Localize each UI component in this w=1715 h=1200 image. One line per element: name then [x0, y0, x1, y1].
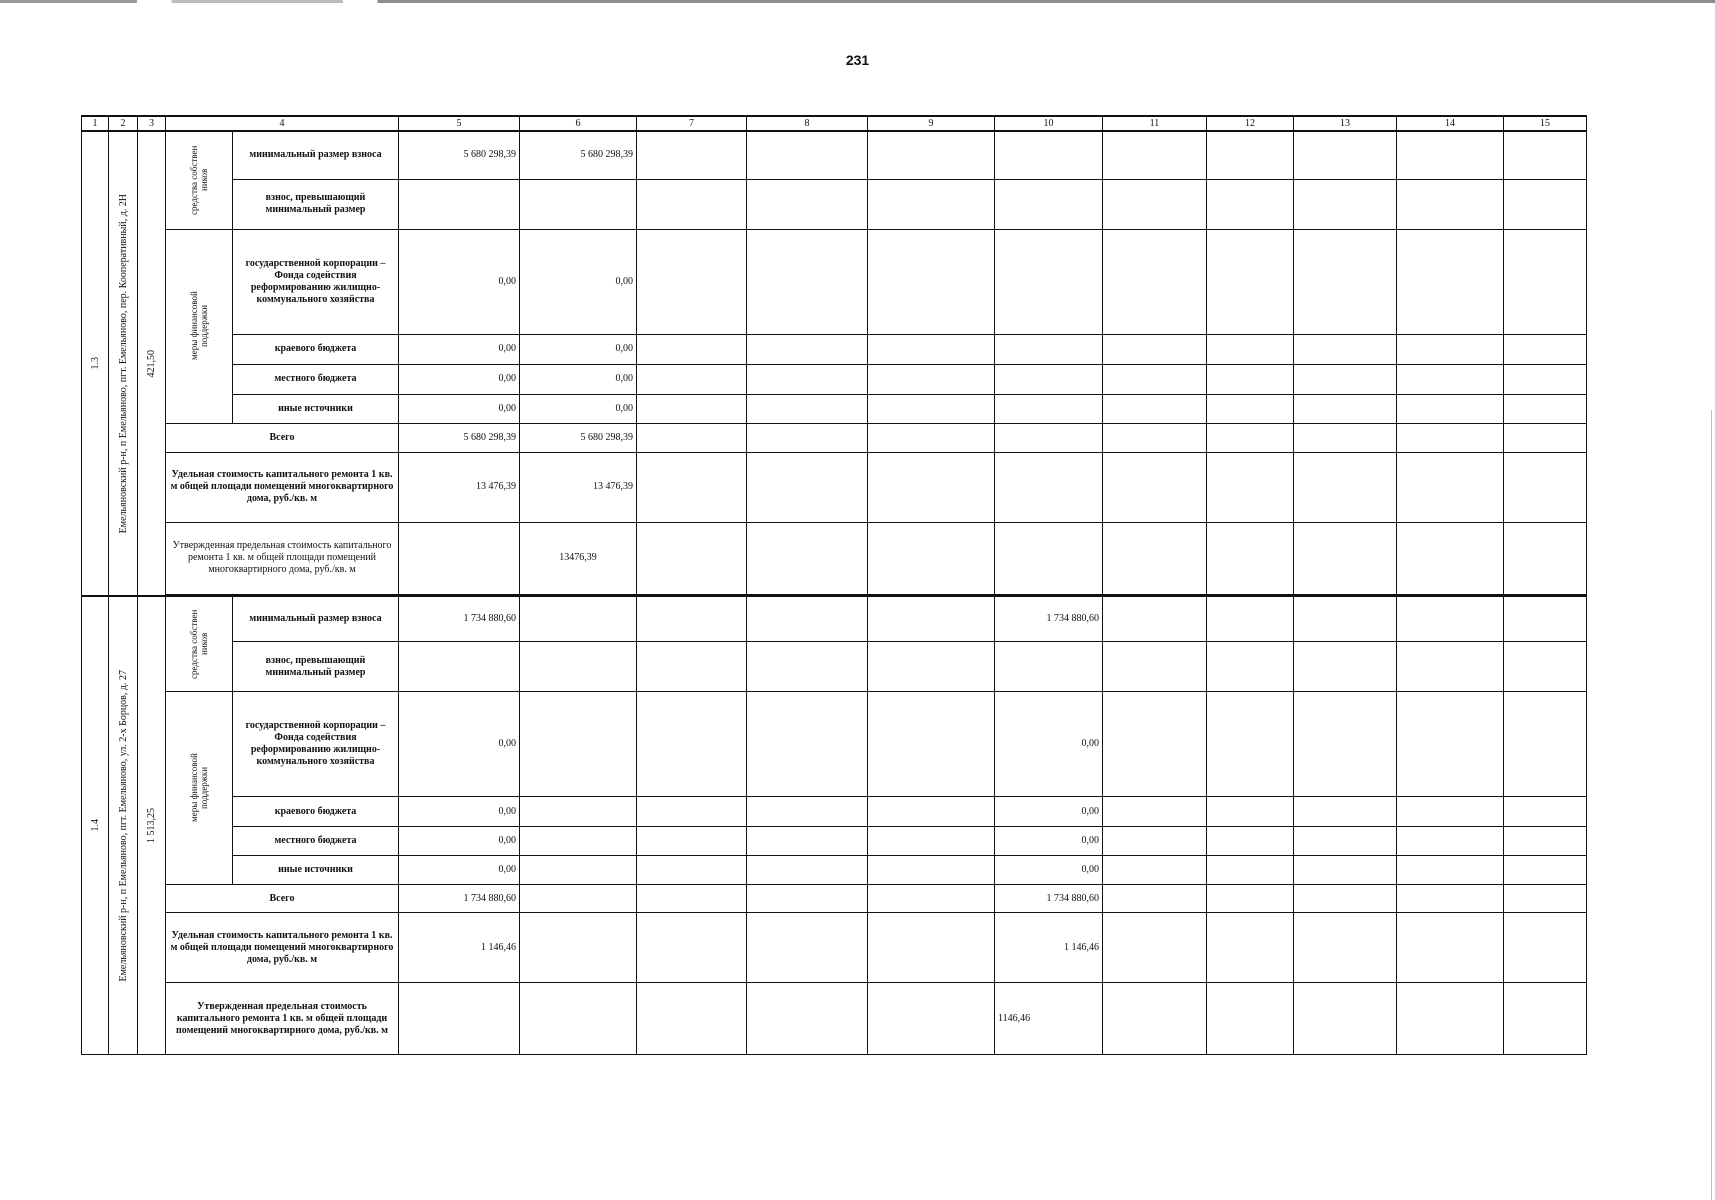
value-cell: 0,00: [520, 394, 637, 423]
col-header: 2: [109, 116, 138, 131]
col-header: 14: [1397, 116, 1504, 131]
value-cell: 13476,39: [520, 522, 637, 594]
value-cell: 0,00: [995, 692, 1103, 797]
table-row: [82, 179, 1587, 229]
unit-cost-label: Удельная стоимость капитального ремонта 1 кв. м общей площади помещений многоквартирного дома, руб./кв. м: [166, 913, 399, 983]
value-cell: 0,00: [399, 334, 520, 364]
fund-label: государственной корпорации – Фонда содействия реформированию жилищно-коммунального хозяйства: [233, 229, 399, 334]
table-row: [82, 423, 1587, 452]
table-row: [82, 596, 1587, 642]
value-cell: 0,00: [520, 364, 637, 394]
value-cell: 0,00: [399, 364, 520, 394]
scan-edge-top: [0, 0, 1715, 3]
col-header: 9: [868, 116, 995, 131]
table-row: [82, 131, 1587, 179]
value-cell: 13 476,39: [399, 452, 520, 522]
over-min-label: взнос, превышающий минимальный размер: [233, 642, 399, 692]
row-number-cell: 1.3: [82, 131, 109, 596]
support-label: меры финансовой поддержки: [166, 692, 233, 885]
col-header: 7: [637, 116, 747, 131]
page-number: 231: [845, 52, 870, 68]
table-row: [82, 522, 1587, 594]
table-row: [82, 797, 1587, 827]
area-cell: 421,50: [138, 131, 166, 596]
table-row: [82, 692, 1587, 797]
value-cell: 5 680 298,39: [520, 423, 637, 452]
owners-funds-label: средства собствен ников: [166, 596, 233, 692]
col-header: 13: [1294, 116, 1397, 131]
col-header: 5: [399, 116, 520, 131]
regional-label: краевого бюджета: [233, 334, 399, 364]
support-label: меры финансовой поддержки: [166, 229, 233, 423]
col-header: 8: [747, 116, 868, 131]
value-cell: 0,00: [399, 856, 520, 885]
local-label: местного бюджета: [233, 827, 399, 856]
address-cell: Емельяновский р-н, п Емельяново, пгт. Емельяново, ул. 2-х Борцов, д. 27: [109, 596, 138, 1055]
column-number-row: [82, 116, 1587, 131]
capital-repair-table: [81, 115, 1587, 1055]
table-row: [82, 334, 1587, 364]
value-cell: 0,00: [399, 394, 520, 423]
value-cell: 1 734 880,60: [995, 596, 1103, 642]
table-row: [82, 229, 1587, 334]
over-min-label: взнос, превышающий минимальный размер: [233, 179, 399, 229]
value-cell: 5 680 298,39: [520, 131, 637, 179]
total-label: Всего: [166, 423, 399, 452]
row-number-cell: 1.4: [82, 596, 109, 1055]
other-label: иные источники: [233, 856, 399, 885]
value-cell: 0,00: [995, 827, 1103, 856]
table-row: [82, 885, 1587, 913]
regional-label: краевого бюджета: [233, 797, 399, 827]
value-cell: 0,00: [520, 334, 637, 364]
area-cell: 1 513,25: [138, 596, 166, 1055]
col-header: 10: [995, 116, 1103, 131]
approved-cost-label: Утвержденная предельная стоимость капитального ремонта 1 кв. м общей площади помещений многоквартирного дома, руб./кв. м: [166, 522, 399, 594]
value-cell: 0,00: [399, 229, 520, 334]
min-contribution-label: минимальный размер взноса: [233, 596, 399, 642]
value-cell: 1 146,46: [399, 913, 520, 983]
value-cell: 5 680 298,39: [399, 423, 520, 452]
col-header: 12: [1207, 116, 1294, 131]
owners-funds-label: средства собствен ников: [166, 131, 233, 229]
table-row: [82, 827, 1587, 856]
fund-label: государственной корпорации – Фонда содействия реформированию жилищно-коммунального хозяйства: [233, 692, 399, 797]
col-header: 1: [82, 116, 109, 131]
value-cell: 1 146,46: [995, 913, 1103, 983]
unit-cost-label: Удельная стоимость капитального ремонта 1 кв. м общей площади помещений многоквартирного дома, руб./кв. м: [166, 452, 399, 522]
total-label: Всего: [166, 885, 399, 913]
value-cell: 0,00: [399, 797, 520, 827]
value-cell: 0,00: [399, 692, 520, 797]
table-row: [82, 364, 1587, 394]
value-cell: 1 734 880,60: [399, 596, 520, 642]
local-label: местного бюджета: [233, 364, 399, 394]
other-label: иные источники: [233, 394, 399, 423]
table-row: [82, 856, 1587, 885]
col-header: 15: [1504, 116, 1587, 131]
table-row: [82, 913, 1587, 983]
value-cell: 1 734 880,60: [995, 885, 1103, 913]
col-header: 11: [1103, 116, 1207, 131]
min-contribution-label: минимальный размер взноса: [233, 131, 399, 179]
table-row: [82, 394, 1587, 423]
value-cell: 0,00: [399, 827, 520, 856]
approved-cost-label: Утвержденная предельная стоимость капитального ремонта 1 кв. м общей площади помещений многоквартирного дома, руб./кв. м: [166, 983, 399, 1055]
table-row: [82, 642, 1587, 692]
value-cell: 13 476,39: [520, 452, 637, 522]
col-header: 3: [138, 116, 166, 131]
value-cell: 1 734 880,60: [399, 885, 520, 913]
table-row: [82, 452, 1587, 522]
col-header: 6: [520, 116, 637, 131]
value-cell: 5 680 298,39: [399, 131, 520, 179]
value-cell: 0,00: [520, 229, 637, 334]
value-cell: 1146,46: [995, 983, 1103, 1055]
value-cell: 0,00: [995, 797, 1103, 827]
col-header: 4: [166, 116, 399, 131]
scan-edge-right: [1711, 410, 1712, 1200]
value-cell: 0,00: [995, 856, 1103, 885]
address-cell: Емельяновский р-н, п Емельяново, пгт. Емельяново, пер. Кооперативный, д. 2Н: [109, 131, 138, 596]
table-row: [82, 983, 1587, 1055]
